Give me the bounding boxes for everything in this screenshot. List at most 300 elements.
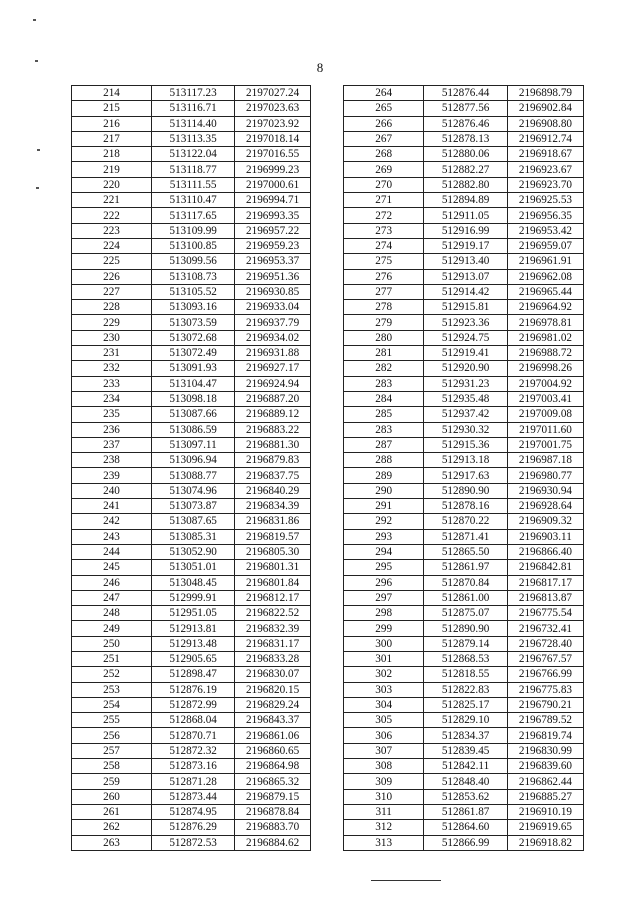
table-row xyxy=(344,835,584,850)
page-number: 8 xyxy=(316,60,324,75)
table-row xyxy=(344,254,584,269)
table-row xyxy=(344,315,584,330)
x-coordinate-cell: 512872.32 xyxy=(152,743,235,758)
y-coordinate-cell: 2196964.92 xyxy=(507,300,583,315)
table-body-right xyxy=(344,86,584,851)
x-coordinate-cell: 512915.81 xyxy=(424,300,508,315)
point-number-cell: 290 xyxy=(344,483,424,498)
y-coordinate-cell: 2196839.60 xyxy=(507,759,583,774)
table-row xyxy=(344,116,584,131)
x-coordinate-cell: 513113.35 xyxy=(152,131,235,146)
y-coordinate-cell: 2196962.08 xyxy=(507,269,583,284)
x-coordinate-cell: 512865.50 xyxy=(424,544,508,559)
y-coordinate-cell: 2196832.39 xyxy=(235,621,311,636)
y-coordinate-cell: 2196903.11 xyxy=(507,529,583,544)
table-row xyxy=(344,774,584,789)
table-row xyxy=(344,759,584,774)
y-coordinate-cell: 2196767.57 xyxy=(507,651,583,666)
x-coordinate-cell: 512915.36 xyxy=(424,437,508,452)
table-row xyxy=(344,86,584,101)
x-coordinate-cell: 513093.16 xyxy=(152,300,235,315)
x-coordinate-cell: 512999.91 xyxy=(152,590,235,605)
point-number-cell: 283 xyxy=(344,422,424,437)
table-row xyxy=(72,269,311,284)
y-coordinate-cell: 2196999.23 xyxy=(235,162,311,177)
table-row xyxy=(344,208,584,223)
y-coordinate-cell: 2196927.17 xyxy=(235,361,311,376)
point-number-cell: 227 xyxy=(72,284,152,299)
table-row xyxy=(344,667,584,682)
point-number-cell: 300 xyxy=(344,636,424,651)
table-row xyxy=(344,651,584,666)
y-coordinate-cell: 2196928.64 xyxy=(507,499,583,514)
x-coordinate-cell: 513110.47 xyxy=(152,193,235,208)
table-row xyxy=(72,621,311,636)
x-coordinate-cell: 512911.05 xyxy=(424,208,508,223)
point-number-cell: 303 xyxy=(344,682,424,697)
table-row xyxy=(72,590,311,605)
x-coordinate-cell: 512873.44 xyxy=(152,789,235,804)
point-number-cell: 243 xyxy=(72,529,152,544)
point-number-cell: 297 xyxy=(344,590,424,605)
point-number-cell: 216 xyxy=(72,116,152,131)
y-coordinate-cell: 2196961.91 xyxy=(507,254,583,269)
x-coordinate-cell: 512825.17 xyxy=(424,697,508,712)
table-row xyxy=(72,575,311,590)
table-row xyxy=(72,667,311,682)
x-coordinate-cell: 512861.87 xyxy=(424,804,508,819)
y-coordinate-cell: 2197003.41 xyxy=(507,391,583,406)
table-row xyxy=(72,315,311,330)
x-coordinate-cell: 513074.96 xyxy=(152,483,235,498)
point-number-cell: 255 xyxy=(72,713,152,728)
table-row xyxy=(344,101,584,116)
point-number-cell: 239 xyxy=(72,468,152,483)
y-coordinate-cell: 2196934.02 xyxy=(235,330,311,345)
x-coordinate-cell: 513104.47 xyxy=(152,376,235,391)
x-coordinate-cell: 512877.56 xyxy=(424,101,508,116)
point-number-cell: 298 xyxy=(344,606,424,621)
point-number-cell: 304 xyxy=(344,697,424,712)
point-number-cell: 218 xyxy=(72,147,152,162)
table-row xyxy=(72,682,311,697)
table-row xyxy=(344,743,584,758)
x-coordinate-cell: 513072.49 xyxy=(152,346,235,361)
x-coordinate-cell: 512870.22 xyxy=(424,514,508,529)
y-coordinate-cell: 2196957.22 xyxy=(235,223,311,238)
table-row xyxy=(344,590,584,605)
margin-mark xyxy=(35,60,38,62)
table-row xyxy=(72,346,311,361)
y-coordinate-cell: 2196953.37 xyxy=(235,254,311,269)
point-number-cell: 283 xyxy=(344,376,424,391)
x-coordinate-cell: 512913.81 xyxy=(152,621,235,636)
point-number-cell: 224 xyxy=(72,238,152,253)
x-coordinate-cell: 512872.53 xyxy=(152,835,235,850)
x-coordinate-cell: 513111.55 xyxy=(152,177,235,192)
y-coordinate-cell: 2196918.82 xyxy=(507,835,583,850)
x-coordinate-cell: 512864.60 xyxy=(424,820,508,835)
point-number-cell: 222 xyxy=(72,208,152,223)
table-row xyxy=(72,789,311,804)
table-row xyxy=(344,284,584,299)
y-coordinate-cell: 2196994.71 xyxy=(235,193,311,208)
table-row xyxy=(72,422,311,437)
point-number-cell: 289 xyxy=(344,468,424,483)
y-coordinate-cell: 2197011.60 xyxy=(507,422,583,437)
point-number-cell: 308 xyxy=(344,759,424,774)
y-coordinate-cell: 2196879.83 xyxy=(235,453,311,468)
point-number-cell: 302 xyxy=(344,667,424,682)
y-coordinate-cell: 2197004.92 xyxy=(507,376,583,391)
point-number-cell: 229 xyxy=(72,315,152,330)
y-coordinate-cell: 2196889.12 xyxy=(235,407,311,422)
point-number-cell: 256 xyxy=(72,728,152,743)
x-coordinate-cell: 513048.45 xyxy=(152,575,235,590)
table-row xyxy=(344,147,584,162)
y-coordinate-cell: 2196980.77 xyxy=(507,468,583,483)
table-row xyxy=(344,606,584,621)
table-row xyxy=(344,789,584,804)
x-coordinate-cell: 512917.63 xyxy=(424,468,508,483)
table-row xyxy=(72,483,311,498)
x-coordinate-cell: 512873.16 xyxy=(152,759,235,774)
point-number-cell: 228 xyxy=(72,300,152,315)
point-number-cell: 277 xyxy=(344,284,424,299)
table-row xyxy=(344,177,584,192)
table-row xyxy=(344,453,584,468)
x-coordinate-cell: 513116.71 xyxy=(152,101,235,116)
y-coordinate-cell: 2196837.75 xyxy=(235,468,311,483)
table-row xyxy=(72,606,311,621)
x-coordinate-cell: 513087.66 xyxy=(152,407,235,422)
y-coordinate-cell: 2196865.32 xyxy=(235,774,311,789)
table-row xyxy=(72,391,311,406)
table-row xyxy=(344,682,584,697)
point-number-cell: 219 xyxy=(72,162,152,177)
table-row xyxy=(72,284,311,299)
table-row xyxy=(72,330,311,345)
point-number-cell: 288 xyxy=(344,453,424,468)
table-row xyxy=(72,376,311,391)
point-number-cell: 284 xyxy=(344,391,424,406)
table-row xyxy=(72,223,311,238)
point-number-cell: 307 xyxy=(344,743,424,758)
x-coordinate-cell: 512878.16 xyxy=(424,499,508,514)
x-coordinate-cell: 512920.90 xyxy=(424,361,508,376)
x-coordinate-cell: 512913.48 xyxy=(152,636,235,651)
x-coordinate-cell: 512913.18 xyxy=(424,453,508,468)
y-coordinate-cell: 2197000.61 xyxy=(235,177,311,192)
table-row xyxy=(344,422,584,437)
table-row xyxy=(72,437,311,452)
table-row xyxy=(72,361,311,376)
y-coordinate-cell: 2196860.65 xyxy=(235,743,311,758)
point-number-cell: 238 xyxy=(72,453,152,468)
coordinates-table-right xyxy=(343,85,584,851)
x-coordinate-cell: 512866.99 xyxy=(424,835,508,850)
x-coordinate-cell: 512871.28 xyxy=(152,774,235,789)
table-row xyxy=(72,560,311,575)
point-number-cell: 287 xyxy=(344,437,424,452)
table-row xyxy=(72,713,311,728)
y-coordinate-cell: 2196981.02 xyxy=(507,330,583,345)
table-row xyxy=(344,636,584,651)
y-coordinate-cell: 2197009.08 xyxy=(507,407,583,422)
point-number-cell: 270 xyxy=(344,177,424,192)
table-row xyxy=(344,437,584,452)
footer-rule xyxy=(371,880,441,881)
x-coordinate-cell: 512853.62 xyxy=(424,789,508,804)
point-number-cell: 240 xyxy=(72,483,152,498)
point-number-cell: 232 xyxy=(72,361,152,376)
point-number-cell: 265 xyxy=(344,101,424,116)
table-row xyxy=(344,193,584,208)
point-number-cell: 264 xyxy=(344,86,424,101)
y-coordinate-cell: 2196842.81 xyxy=(507,560,583,575)
table-row xyxy=(344,499,584,514)
table-row xyxy=(344,728,584,743)
y-coordinate-cell: 2196987.18 xyxy=(507,453,583,468)
point-number-cell: 223 xyxy=(72,223,152,238)
y-coordinate-cell: 2196923.70 xyxy=(507,177,583,192)
x-coordinate-cell: 512935.48 xyxy=(424,391,508,406)
table-row xyxy=(72,193,311,208)
table-row xyxy=(72,514,311,529)
table-row xyxy=(344,560,584,575)
x-coordinate-cell: 512913.07 xyxy=(424,269,508,284)
y-coordinate-cell: 2196902.84 xyxy=(507,101,583,116)
table-row xyxy=(72,728,311,743)
point-number-cell: 273 xyxy=(344,223,424,238)
y-coordinate-cell: 2196885.27 xyxy=(507,789,583,804)
table-row xyxy=(344,804,584,819)
x-coordinate-cell: 512872.99 xyxy=(152,697,235,712)
point-number-cell: 275 xyxy=(344,254,424,269)
y-coordinate-cell: 2196887.20 xyxy=(235,391,311,406)
point-number-cell: 305 xyxy=(344,713,424,728)
table-row xyxy=(344,238,584,253)
x-coordinate-cell: 512882.80 xyxy=(424,177,508,192)
table-row xyxy=(72,300,311,315)
point-number-cell: 245 xyxy=(72,560,152,575)
y-coordinate-cell: 2196843.37 xyxy=(235,713,311,728)
point-number-cell: 252 xyxy=(72,667,152,682)
y-coordinate-cell: 2196812.17 xyxy=(235,590,311,605)
point-number-cell: 242 xyxy=(72,514,152,529)
point-number-cell: 310 xyxy=(344,789,424,804)
point-number-cell: 260 xyxy=(72,789,152,804)
x-coordinate-cell: 512905.65 xyxy=(152,651,235,666)
x-coordinate-cell: 513097.11 xyxy=(152,437,235,452)
table-row xyxy=(72,147,311,162)
y-coordinate-cell: 2196833.28 xyxy=(235,651,311,666)
point-number-cell: 269 xyxy=(344,162,424,177)
point-number-cell: 312 xyxy=(344,820,424,835)
coordinates-table-left xyxy=(71,85,311,851)
point-number-cell: 236 xyxy=(72,422,152,437)
table-row xyxy=(344,820,584,835)
y-coordinate-cell: 2196864.98 xyxy=(235,759,311,774)
point-number-cell: 301 xyxy=(344,651,424,666)
x-coordinate-cell: 512890.90 xyxy=(424,483,508,498)
point-number-cell: 309 xyxy=(344,774,424,789)
x-coordinate-cell: 513091.93 xyxy=(152,361,235,376)
point-number-cell: 281 xyxy=(344,346,424,361)
y-coordinate-cell: 2196988.72 xyxy=(507,346,583,361)
y-coordinate-cell: 2196959.07 xyxy=(507,238,583,253)
y-coordinate-cell: 2197018.14 xyxy=(235,131,311,146)
margin-mark xyxy=(37,149,40,151)
table-row xyxy=(344,346,584,361)
y-coordinate-cell: 2196862.44 xyxy=(507,774,583,789)
x-coordinate-cell: 513085.31 xyxy=(152,529,235,544)
y-coordinate-cell: 2196959.23 xyxy=(235,238,311,253)
x-coordinate-cell: 512924.75 xyxy=(424,330,508,345)
x-coordinate-cell: 512880.06 xyxy=(424,147,508,162)
y-coordinate-cell: 2196910.19 xyxy=(507,804,583,819)
y-coordinate-cell: 2196923.67 xyxy=(507,162,583,177)
point-number-cell: 285 xyxy=(344,407,424,422)
x-coordinate-cell: 512876.44 xyxy=(424,86,508,101)
table-row xyxy=(72,499,311,514)
x-coordinate-cell: 513099.56 xyxy=(152,254,235,269)
point-number-cell: 259 xyxy=(72,774,152,789)
table-row xyxy=(72,636,311,651)
table-row xyxy=(344,162,584,177)
table-row xyxy=(344,529,584,544)
y-coordinate-cell: 2196861.06 xyxy=(235,728,311,743)
table-row xyxy=(72,820,311,835)
y-coordinate-cell: 2196909.32 xyxy=(507,514,583,529)
y-coordinate-cell: 2196766.99 xyxy=(507,667,583,682)
table-row xyxy=(72,254,311,269)
y-coordinate-cell: 2196956.35 xyxy=(507,208,583,223)
x-coordinate-cell: 512923.36 xyxy=(424,315,508,330)
y-coordinate-cell: 2197027.24 xyxy=(235,86,311,101)
point-number-cell: 254 xyxy=(72,697,152,712)
x-coordinate-cell: 513117.23 xyxy=(152,86,235,101)
x-coordinate-cell: 512861.00 xyxy=(424,590,508,605)
x-coordinate-cell: 512818.55 xyxy=(424,667,508,682)
table-row xyxy=(344,713,584,728)
y-coordinate-cell: 2196883.70 xyxy=(235,820,311,835)
y-coordinate-cell: 2196930.85 xyxy=(235,284,311,299)
table-row xyxy=(344,223,584,238)
x-coordinate-cell: 513096.94 xyxy=(152,453,235,468)
point-number-cell: 262 xyxy=(72,820,152,835)
table-row xyxy=(72,208,311,223)
x-coordinate-cell: 512848.40 xyxy=(424,774,508,789)
x-coordinate-cell: 512882.27 xyxy=(424,162,508,177)
table-row xyxy=(344,483,584,498)
point-number-cell: 280 xyxy=(344,330,424,345)
y-coordinate-cell: 2196831.17 xyxy=(235,636,311,651)
x-coordinate-cell: 512870.71 xyxy=(152,728,235,743)
y-coordinate-cell: 2196924.94 xyxy=(235,376,311,391)
x-coordinate-cell: 513118.77 xyxy=(152,162,235,177)
y-coordinate-cell: 2196829.24 xyxy=(235,697,311,712)
x-coordinate-cell: 512876.29 xyxy=(152,820,235,835)
x-coordinate-cell: 513100.85 xyxy=(152,238,235,253)
point-number-cell: 266 xyxy=(344,116,424,131)
x-coordinate-cell: 512874.95 xyxy=(152,804,235,819)
table-row xyxy=(72,835,311,850)
y-coordinate-cell: 2197023.63 xyxy=(235,101,311,116)
point-number-cell: 268 xyxy=(344,147,424,162)
y-coordinate-cell: 2197016.55 xyxy=(235,147,311,162)
point-number-cell: 296 xyxy=(344,575,424,590)
point-number-cell: 248 xyxy=(72,606,152,621)
point-number-cell: 235 xyxy=(72,407,152,422)
x-coordinate-cell: 512875.07 xyxy=(424,606,508,621)
point-number-cell: 226 xyxy=(72,269,152,284)
table-row xyxy=(344,330,584,345)
table-row xyxy=(72,743,311,758)
table-row xyxy=(72,544,311,559)
point-number-cell: 299 xyxy=(344,621,424,636)
y-coordinate-cell: 2196993.35 xyxy=(235,208,311,223)
point-number-cell: 246 xyxy=(72,575,152,590)
y-coordinate-cell: 2196866.40 xyxy=(507,544,583,559)
point-number-cell: 250 xyxy=(72,636,152,651)
table-row xyxy=(72,86,311,101)
point-number-cell: 272 xyxy=(344,208,424,223)
x-coordinate-cell: 513073.59 xyxy=(152,315,235,330)
table-row xyxy=(72,529,311,544)
x-coordinate-cell: 512914.42 xyxy=(424,284,508,299)
table-row xyxy=(72,116,311,131)
x-coordinate-cell: 512870.84 xyxy=(424,575,508,590)
y-coordinate-cell: 2196879.15 xyxy=(235,789,311,804)
table-row xyxy=(344,575,584,590)
x-coordinate-cell: 512861.97 xyxy=(424,560,508,575)
margin-mark xyxy=(36,187,39,189)
x-coordinate-cell: 512876.19 xyxy=(152,682,235,697)
x-coordinate-cell: 512878.13 xyxy=(424,131,508,146)
y-coordinate-cell: 2196978.81 xyxy=(507,315,583,330)
y-coordinate-cell: 2196813.87 xyxy=(507,590,583,605)
x-coordinate-cell: 512829.10 xyxy=(424,713,508,728)
point-number-cell: 244 xyxy=(72,544,152,559)
x-coordinate-cell: 512894.89 xyxy=(424,193,508,208)
table-row xyxy=(344,300,584,315)
x-coordinate-cell: 513072.68 xyxy=(152,330,235,345)
point-number-cell: 251 xyxy=(72,651,152,666)
table-row xyxy=(72,101,311,116)
y-coordinate-cell: 2196819.57 xyxy=(235,529,311,544)
y-coordinate-cell: 2196801.31 xyxy=(235,560,311,575)
y-coordinate-cell: 2196937.79 xyxy=(235,315,311,330)
x-coordinate-cell: 512842.11 xyxy=(424,759,508,774)
table-row xyxy=(72,697,311,712)
table-row xyxy=(344,468,584,483)
y-coordinate-cell: 2196919.65 xyxy=(507,820,583,835)
table-row xyxy=(72,468,311,483)
point-number-cell: 282 xyxy=(344,361,424,376)
y-coordinate-cell: 2196898.79 xyxy=(507,86,583,101)
point-number-cell: 231 xyxy=(72,346,152,361)
x-coordinate-cell: 513114.40 xyxy=(152,116,235,131)
y-coordinate-cell: 2196912.74 xyxy=(507,131,583,146)
x-coordinate-cell: 512916.99 xyxy=(424,223,508,238)
y-coordinate-cell: 2196881.30 xyxy=(235,437,311,452)
y-coordinate-cell: 2196953.42 xyxy=(507,223,583,238)
point-number-cell: 234 xyxy=(72,391,152,406)
y-coordinate-cell: 2196790.21 xyxy=(507,697,583,712)
table-row xyxy=(72,238,311,253)
y-coordinate-cell: 2196884.62 xyxy=(235,835,311,850)
